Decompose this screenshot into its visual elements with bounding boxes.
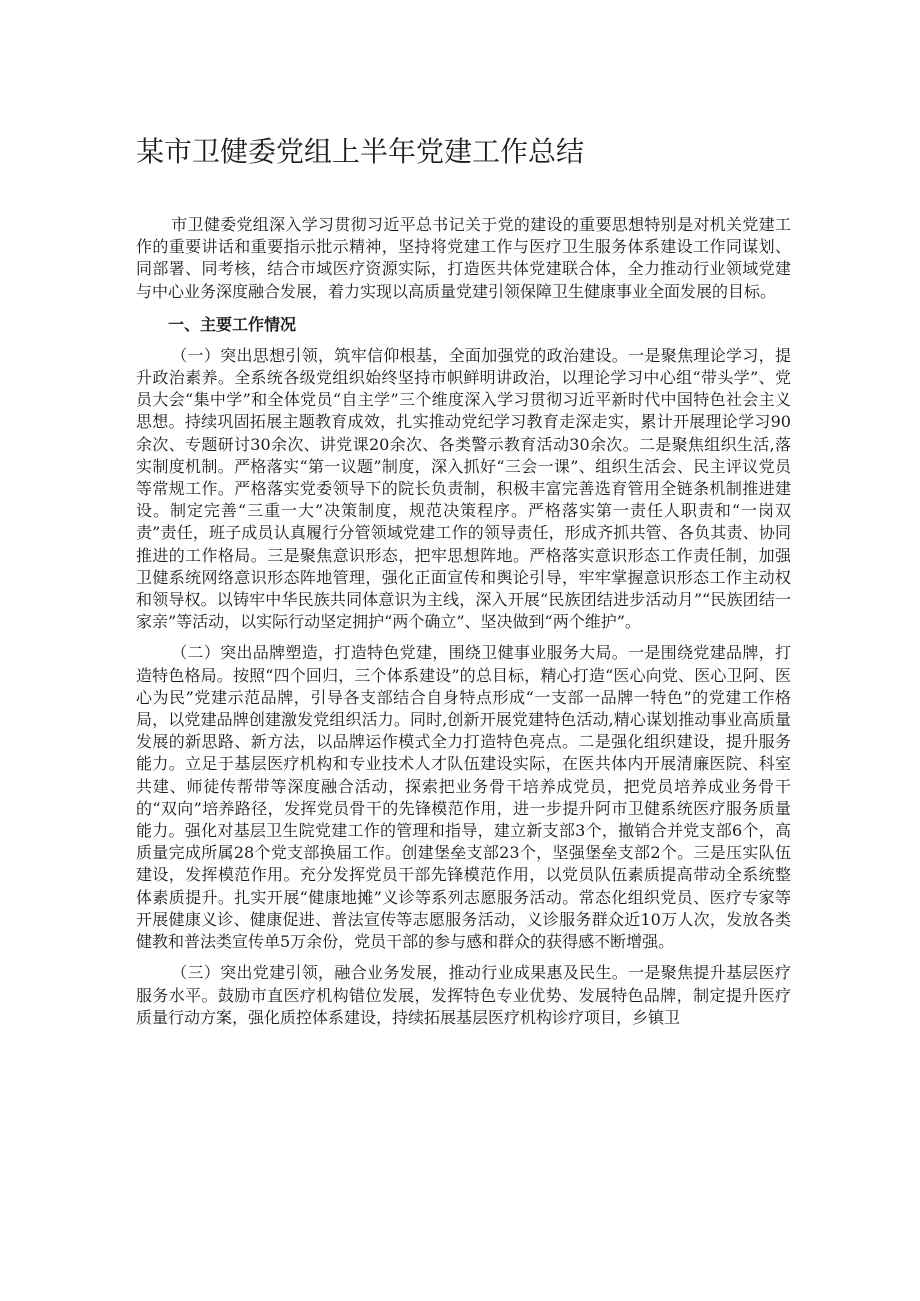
- intro-paragraph: 市卫健委党组深入学习贯彻习近平总书记关于党的建设的重要思想特别是对机关党建工作的重要讲话和重要指示批示精神，坚持将党建工作与医疗卫生服务体系建设工作同谋划、同部署、同考核，结合市域医疗资源实际，打造医共体党建联合体，全力推动行业领域党建与中心业务深度融合发展，着力实现以高质量党建引领保障卫生健康事业全面发展的目标。: [136, 215, 791, 301]
- document-title: 某市卫健委党组上半年党建工作总结: [136, 135, 585, 168]
- paragraph-3: （三）突出党建引领，融合业务发展，推动行业成果惠及民生。一是聚焦提升基层医疗服务水平。鼓励市直医疗机构错位发展，发挥特色专业优势、发展特色品牌，制定提升医疗质量行动方案，强化质控体系建设，持续拓展基层医疗机构诊疗项目，乡镇卫: [136, 963, 791, 1027]
- document-body: [136, 214, 791, 1029]
- paragraph-1: （一）突出思想引领，筑牢信仰根基，全面加强党的政治建设。一是聚焦理论学习，提升政治素养。全系统各级党组织始终坚持市帜鲜明讲政治，以理论学习中心组“带头学”、党员大会“集中学”和全体党员“自主学”三个维度深入学习贯彻习近平新时代中国特色社会主义思想。持续巩固拓展主题教育成效，扎实推动党纪学习教育走深走实，累计开展理论学习90余次、专题研讨30余次、讲党课20余次、各类警示教育活动30余次。二是聚焦组织生活,落实制度机制。严格落实“第一议题”制度，深入抓好“三会一课”、组织生活会、民主评议党员等常规工作。严格落实党委领导下的院长负责制，积极丰富完善选育管用全链条机制推进建设。制定完善“三重一大”决策制度，规范决策程序。严格落实第一责任人职责和“一岗双责”责任，班子成员认真履行分管领域党建工作的领导责任，形成齐抓共管、各负其责、协同推进的工作格局。三是聚焦意识形态，把牢思想阵地。严格落实意识形态工作责任制，加强卫健系统网络意识形态阵地管理，强化正面宣传和舆论引导，牢牢掌握意识形态工作主动权和领导权。以铸牢中华民族共同体意识为主线，深入开展“民族团结进步活动月”“民族团结一家亲”等活动，以实际行动坚定拥护“两个确立”、坚决做到“两个维护”。: [136, 345, 791, 632]
- paragraph-2: （二）突出品牌塑造，打造特色党建，围绕卫健事业服务大局。一是围绕党建品牌，打造特色格局。按照“四个回归，三个体系建设”的总目标，精心打造“医心向党、医心卫阿、医心为民”党建示范品牌，引导各支部结合自身特点形成“一支部一品牌一特色”的党建工作格局，以党建品牌创建激发党组织活力。同时,创新开展党建特色活动,精心谋划推动事业高质量发展的新思路、新方法，以品牌运作模式全力打造特色亮点。二是强化组织建设，提升服务能力。立足于基层医疗机构和专业技术人才队伍建设实际，在医共体内开展清廉医院、科室共建、师徒传帮带等深度融合活动，探索把业务骨干培养成党员，把党员培养成业务骨干的“双向”培养路径，发挥党员骨干的先锋模范作用，进一步提升阿市卫健系统医疗服务质量能力。强化对基层卫生院党建工作的管理和指导，建立新支部3个，撤销合并党支部6个，高质量完成所属28个党支部换届工作。创建堡垒支部23个，坚强堡垒支部2个。三是压实队伍建设，发挥模范作用。充分发挥党员干部先锋模范作用，以党员队伍素质提高带动全系统整体素质提升。扎实开展“健康地摊”义诊等系列志愿服务活动。常态化组织党员、医疗专家等开展健康义诊、健康促进、普法宣传等志愿服务活动，义诊服务群众近10万人次，发放各类健教和普法类宣传单5万余份，党员干部的参与感和群众的获得感不断增强。: [136, 643, 791, 952]
- section-heading: 一、主要工作情况: [168, 314, 297, 334]
